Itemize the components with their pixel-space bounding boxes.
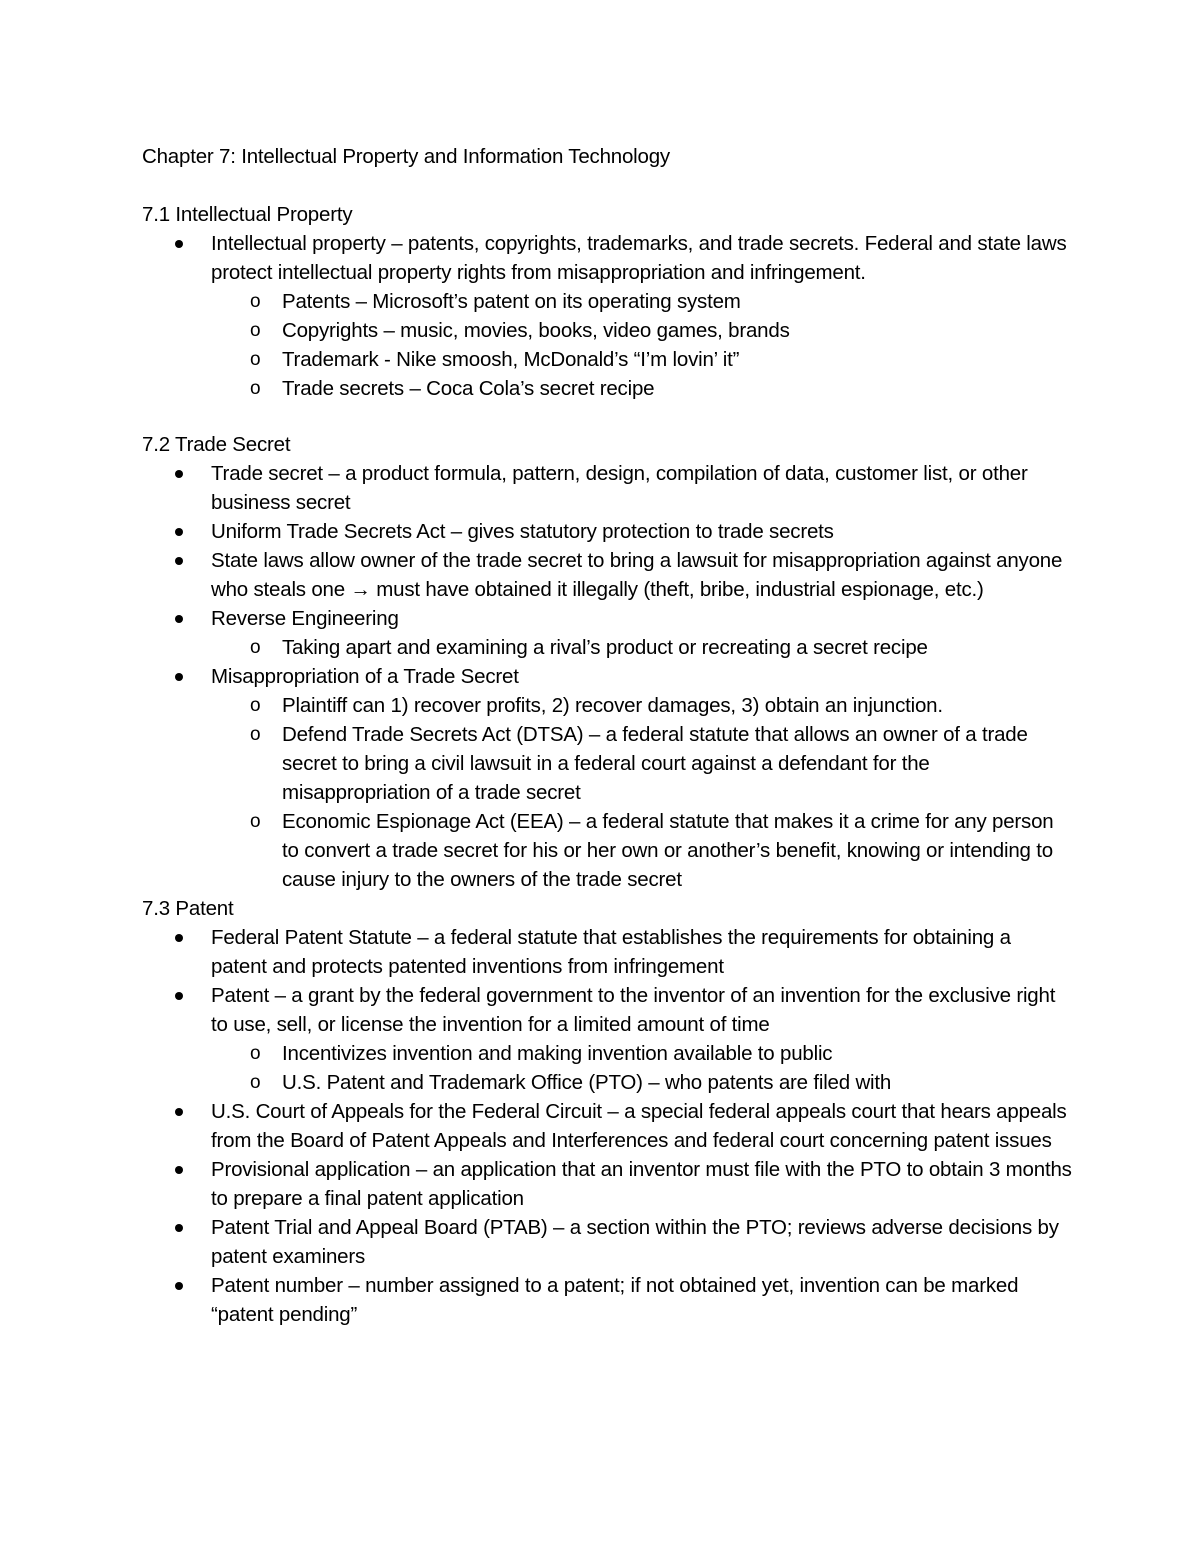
- list-item: [142, 229, 1072, 403]
- list-item-text: Trade secret – a product formula, pattern, design, compilation of data, customer list, or other business secret: [211, 462, 1028, 514]
- bullet-list: [142, 229, 1072, 403]
- section-heading: 7.2 Trade Secret: [142, 433, 291, 456]
- list-item: [142, 1213, 1072, 1271]
- list-item: [142, 1155, 1072, 1213]
- sub-item: o Taking apart and examining a rival’s product or recreating a secret recipe: [142, 633, 1072, 662]
- list-item: [142, 662, 1072, 894]
- sub-item: o Trademark - Nike smoosh, McDonald’s “I’m lovin’ it”: [142, 345, 1072, 374]
- sub-list: [211, 1039, 1072, 1097]
- sub-list: [211, 287, 1072, 403]
- sub-list: [211, 691, 1072, 894]
- section-heading: 7.1 Intellectual Property: [142, 203, 353, 226]
- list-item-text: Provisional application – an application that an inventor must file with the PTO to obtain 3 months to prepare a final patent application: [211, 1158, 1072, 1210]
- sub-item: o Copyrights – music, movies, books, video games, brands: [142, 316, 1072, 345]
- sub-item: o U.S. Patent and Trademark Office (PTO) – who patents are filed with: [142, 1068, 1072, 1097]
- section-trade-secret: [142, 430, 1072, 894]
- page-title: Chapter 7: Intellectual Property and Information Technology: [142, 145, 670, 168]
- list-item: [142, 459, 1072, 517]
- list-item-text: Federal Patent Statute – a federal statute that establishes the requirements for obtaining a patent and protects patented inventions from infringement: [211, 926, 1011, 978]
- section-heading: 7.3 Patent: [142, 897, 234, 920]
- list-item: [142, 517, 1072, 546]
- list-item-text: State laws allow owner of the trade secret to bring a lawsuit for misappropriation against anyone who steals one → must have obtained it illegally (theft, bribe, industrial espionage, etc.): [211, 549, 1063, 601]
- sub-item: o Incentivizes invention and making invention available to public: [142, 1039, 1072, 1068]
- list-item: [142, 981, 1072, 1097]
- list-item-text: Uniform Trade Secrets Act – gives statutory protection to trade secrets: [211, 520, 834, 543]
- sub-item: o Patents – Microsoft’s patent on its operating system: [142, 287, 1072, 316]
- bullet-list: [142, 459, 1072, 894]
- list-item: [142, 923, 1072, 981]
- list-item-text: Reverse Engineering: [211, 607, 399, 630]
- sub-list: [211, 633, 1072, 662]
- sub-item: o Economic Espionage Act (EEA) – a federal statute that makes it a crime for any person to convert a trade secret for his or her own or another’s benefit, knowing or intending to cause injury to the owners of the trade secret: [142, 807, 1072, 894]
- list-item-text: Misappropriation of a Trade Secret: [211, 665, 519, 688]
- list-item: [142, 546, 1072, 604]
- section-intellectual-property: [142, 200, 1072, 403]
- list-item-text: Patent – a grant by the federal government to the inventor of an invention for the exclusive right to use, sell, or license the invention for a limited amount of time: [211, 984, 1056, 1036]
- list-item: [142, 1097, 1072, 1155]
- list-item-text: Patent number – number assigned to a patent; if not obtained yet, invention can be marked “patent pending”: [211, 1274, 1019, 1326]
- list-item: [142, 1271, 1072, 1329]
- list-item-text: Patent Trial and Appeal Board (PTAB) – a section within the PTO; reviews adverse decisions by patent examiners: [211, 1216, 1059, 1268]
- document-page: [142, 142, 1072, 1329]
- section-patent: [142, 894, 1072, 1329]
- list-item-text: Intellectual property – patents, copyrights, trademarks, and trade secrets. Federal and state laws protect intellectual property rights from misappropriation and infringement.: [211, 232, 1067, 284]
- sub-item: o Defend Trade Secrets Act (DTSA) – a federal statute that allows an owner of a trade secret to bring a civil lawsuit in a federal court against a defendant for the misappropriation of a trade secret: [142, 720, 1072, 807]
- list-item-text: U.S. Court of Appeals for the Federal Circuit – a special federal appeals court that hears appeals from the Board of Patent Appeals and Interferences and federal court concerning patent issues: [211, 1100, 1067, 1152]
- list-item: [142, 604, 1072, 662]
- sub-item: o Plaintiff can 1) recover profits, 2) recover damages, 3) obtain an injunction.: [142, 691, 1072, 720]
- bullet-list: [142, 923, 1072, 1329]
- sub-item: o Trade secrets – Coca Cola’s secret recipe: [142, 374, 1072, 403]
